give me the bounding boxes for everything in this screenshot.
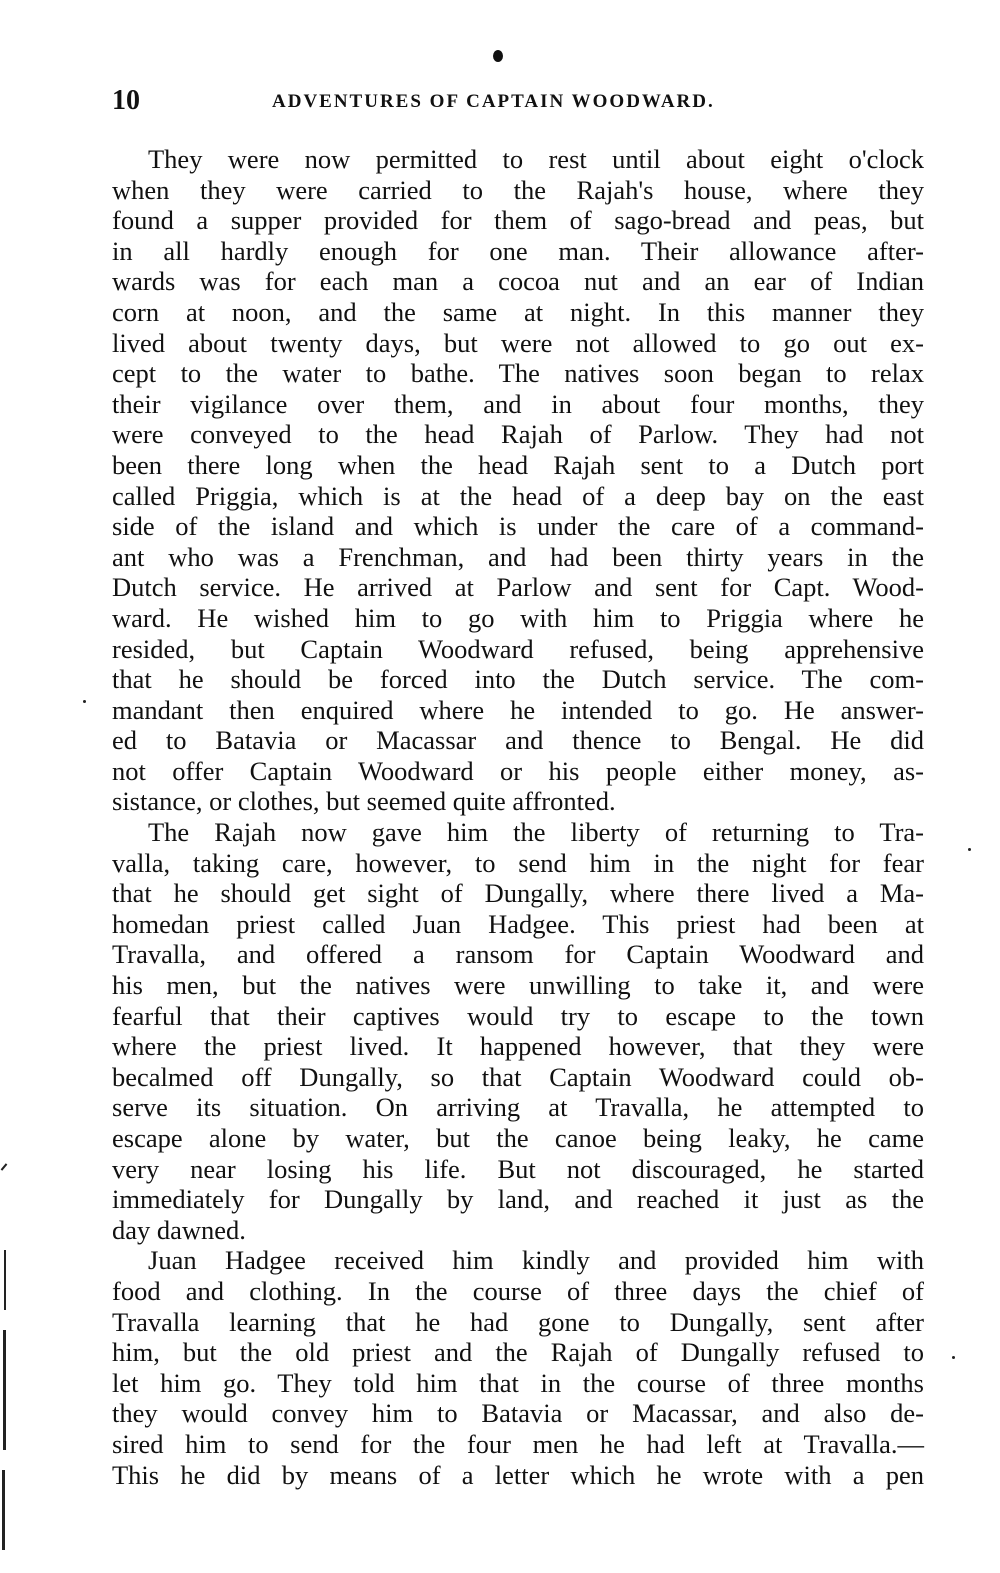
- text-line: wards was for each man a cocoa nut and an ear of Indian: [112, 266, 924, 297]
- page-number: 10: [112, 85, 140, 116]
- text-line: day dawned.: [112, 1214, 246, 1245]
- text-line: immediately for Dungally by land, and reached it just as the: [112, 1184, 924, 1215]
- text-line: that he should get sight of Dungally, where there lived a Ma-: [112, 878, 924, 909]
- text-line: ed to Batavia or Macassar and thence to Bengal. He did: [112, 725, 924, 756]
- text-line: serve its situation. On arriving at Travalla, he attempted to: [112, 1092, 924, 1123]
- text-line: called Priggia, which is at the head of a deep bay on the east: [112, 480, 924, 511]
- text-line: Dutch service. He arrived at Parlow and sent for Capt. Wood-: [112, 572, 924, 603]
- text-line: his men, but the natives were unwilling to take it, and were: [112, 970, 924, 1001]
- text-line: not offer Captain Woodward or his people either money, as-: [112, 755, 924, 786]
- text-line: Travalla, and offered a ransom for Captain Woodward and: [112, 939, 924, 970]
- text-line: were conveyed to the head Rajah of Parlow. They had not: [112, 419, 924, 450]
- text-line: cept to the water to bathe. The natives soon began to relax: [112, 358, 924, 389]
- scan-artifact: [4, 1250, 6, 1310]
- text-line: corn at noon, and the same at night. In this manner they: [112, 296, 924, 327]
- text-line: Travalla learning that he had gone to Dungally, sent after: [112, 1306, 924, 1337]
- body-text: [112, 144, 924, 1490]
- scan-artifact: [2, 1470, 5, 1550]
- text-line: lived about twenty days, but were not allowed to go out ex-: [112, 327, 924, 358]
- text-line: very near losing his life. But not discouraged, he started: [112, 1153, 924, 1184]
- text-line: ant who was a Frenchman, and had been thirty years in the: [112, 541, 924, 572]
- scan-artifact: [1, 1163, 8, 1170]
- text-line: their vigilance over them, and in about four months, they: [112, 388, 924, 419]
- text-line: They were now permitted to rest until about eight o'clock: [148, 144, 924, 174]
- text-line: resided, but Captain Woodward refused, being apprehensive: [112, 633, 924, 664]
- text-line: The Rajah now gave him the liberty of returning to Tra-: [148, 817, 924, 848]
- text-line: when they were carried to the Rajah's house, where they: [112, 174, 924, 205]
- running-head: ADVENTURES OF CAPTAIN WOODWARD.: [272, 91, 715, 112]
- text-line: let him go. They told him that in the course of three months: [112, 1367, 924, 1398]
- scan-artifact: [952, 1356, 955, 1359]
- scan-artifact: [3, 1330, 6, 1450]
- text-line: sistance, or clothes, but seemed quite affronted.: [112, 786, 616, 817]
- text-line: homedan priest called Juan Hadgee. This priest had been at: [112, 908, 924, 939]
- text-line: food and clothing. In the course of three days the chief of: [112, 1275, 924, 1306]
- text-line: him, but the old priest and the Rajah of Dungally refused to: [112, 1337, 924, 1368]
- text-line: becalmed off Dungally, so that Captain Woodward could ob-: [112, 1061, 924, 1092]
- text-line: This he did by means of a letter which he wrote with a pen: [112, 1459, 924, 1490]
- printer-dot-mark: [493, 50, 503, 62]
- text-line: found a supper provided for them of sago-bread and peas, but: [112, 205, 924, 236]
- scan-artifact: [968, 848, 971, 851]
- text-line: that he should be forced into the Dutch service. The com-: [112, 664, 924, 695]
- text-line: sired him to send for the four men he had left at Travalla.—: [112, 1428, 924, 1459]
- text-line: Juan Hadgee received him kindly and provided him with: [148, 1245, 924, 1276]
- text-line: in all hardly enough for one man. Their allowance after-: [112, 235, 924, 266]
- scan-artifact: [83, 700, 86, 703]
- text-line: where the priest lived. It happened however, that they were: [112, 1031, 924, 1062]
- text-line: escape alone by water, but the canoe being leaky, he came: [112, 1123, 924, 1153]
- text-line: valla, taking care, however, to send him in the night for fear: [112, 847, 924, 878]
- text-line: fearful that their captives would try to escape to the town: [112, 1000, 924, 1031]
- text-line: been there long when the head Rajah sent to a Dutch port: [112, 449, 924, 480]
- text-line: ward. He wished him to go with him to Priggia where he: [112, 602, 924, 633]
- text-line: they would convey him to Batavia or Macassar, and also de-: [112, 1398, 924, 1429]
- page-header: [112, 86, 932, 116]
- text-line: mandant then enquired where he intended to go. He answer-: [112, 694, 924, 725]
- text-line: side of the island and which is under the care of a command-: [112, 511, 924, 542]
